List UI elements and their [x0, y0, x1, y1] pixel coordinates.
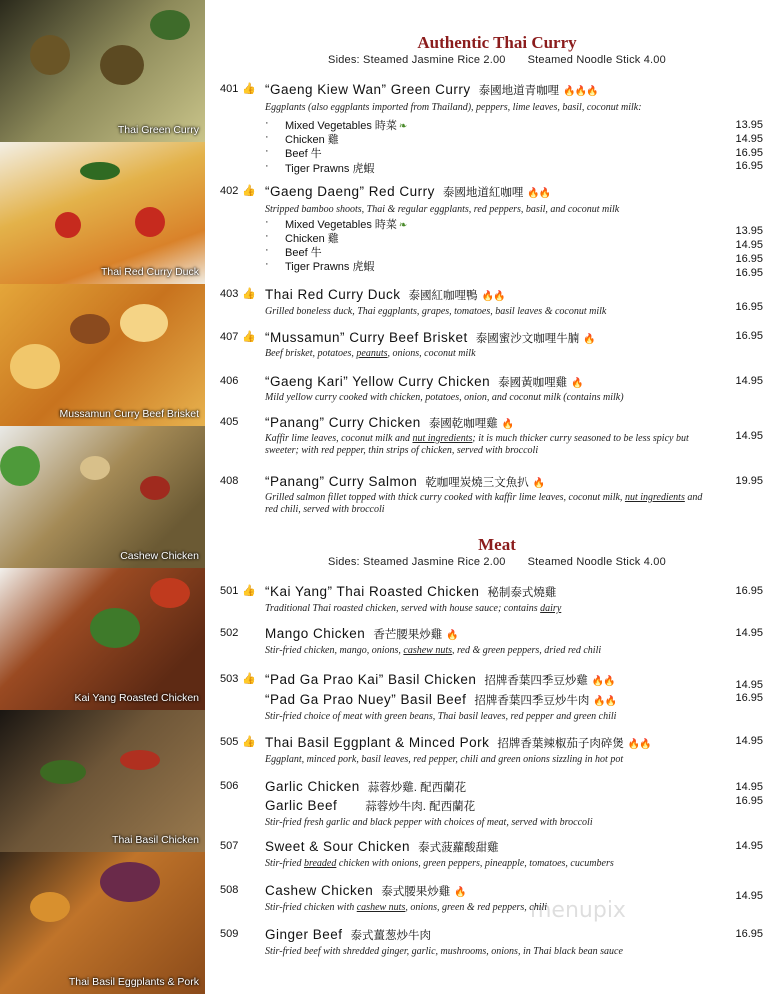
item-desc: Grilled boneless duck, Thai eggplants, grapes, tomatoes, basil leaves & coconut milk	[265, 306, 607, 317]
item-desc: Stir-fried chicken, mango, onions, cashew nuts, red & green peppers, dried red chili	[265, 645, 602, 656]
item-name: Mango Chicken	[265, 626, 366, 641]
item-name-alt: “Pad Ga Prao Nuey” Basil Beef	[265, 692, 467, 707]
item-name: “Gaeng Daeng” Red Curry	[265, 184, 435, 199]
item-name: Thai Basil Eggplant & Minced Pork	[265, 735, 490, 750]
photo-thai-basil-chicken	[0, 710, 205, 852]
item-name-alt: Garlic Beef	[265, 798, 338, 813]
item-desc: Traditional Thai roasted chicken, served with house sauce; contains dairy	[265, 603, 562, 614]
photo-thai-red-curry-duck	[0, 142, 205, 284]
chili-icon: 🔥🔥	[481, 291, 505, 302]
item-desc: Beef brisket, potatoes, peanuts, onions, coconut milk	[265, 348, 476, 359]
photo-cashew-chicken	[0, 426, 205, 568]
photo-caption: Kai Yang Roasted Chicken	[74, 692, 199, 704]
photo-caption: Mussamun Curry Beef Brisket	[59, 408, 199, 420]
item-name: “Panang” Curry Salmon	[265, 474, 418, 489]
chili-icon: 🔥	[454, 887, 466, 898]
photo-caption: Thai Basil Chicken	[112, 834, 199, 846]
item-name: “Mussamun” Curry Beef Brisket	[265, 330, 468, 345]
item-desc: Kaffir lime leaves, coconut milk and nut ingredients; it is much thicker curry seasoned to be less spicy but sweeter; with red pepper, thin strips of chicken, served with broccoli	[265, 433, 689, 456]
item-name: Cashew Chicken	[265, 883, 374, 898]
item-desc: Grilled salmon fillet topped with thick curry cooked with kaffir lime leaves, coconut milk, nut ingredients and red chili, served with broccoli	[265, 492, 703, 515]
thumbs-up-icon: 👍	[242, 584, 256, 597]
thumbs-up-icon: 👍	[242, 672, 256, 685]
chili-icon: 🔥🔥	[591, 676, 615, 687]
sides-note: Sides: Steamed Jasmine Rice 2.00 Steamed Noodle Stick 4.00	[328, 54, 666, 66]
item-desc: Stripped bamboo shoots, Thai & regular eggplants, red peppers, basil, and coconut milk	[265, 204, 620, 215]
item-name: “Kai Yang” Thai Roasted Chicken	[265, 584, 480, 599]
item-desc: Stir-fried fresh garlic and black pepper with choices of meat, served with broccoli	[265, 817, 593, 828]
photo-basil-eggplants-pork	[0, 852, 205, 994]
chili-icon: 🔥🔥🔥	[563, 86, 598, 97]
thumbs-up-icon: 👍	[242, 82, 256, 95]
photo-kai-yang	[0, 568, 205, 710]
item-desc: Eggplants (also eggplants imported from Thailand), peppers, lime leaves, basil, coconut milk:	[265, 102, 642, 113]
photo-caption: Thai Basil Eggplants & Pork	[68, 976, 199, 988]
item-name: Sweet & Sour Chicken	[265, 839, 411, 854]
chili-icon: 🔥	[532, 478, 545, 489]
chili-icon: 🔥	[501, 419, 514, 430]
sides-note: Sides: Steamed Jasmine Rice 2.00 Steamed Noodle Stick 4.00	[328, 556, 666, 568]
thumbs-up-icon: 👍	[242, 287, 256, 300]
chili-icon: 🔥🔥	[593, 696, 617, 707]
item-desc: Stir-fried choice of meat with green beans, Thai basil leaves, red pepper and green chili	[265, 711, 617, 722]
thumbs-up-icon: 👍	[242, 330, 256, 343]
item-name: “Gaeng Kiew Wan” Green Curry	[265, 82, 471, 97]
menu: Authentic Thai Curry Sides: Steamed Jasmine Rice 2.00 Steamed Noodle Stick 4.00 401 👍 “Gaeng Kiew Wan” Green Curry 泰國地道青咖哩 🔥🔥🔥 Eggplants (also eggplants imported from Thailand), peppers, lime leaves, basil, coconut milk: · Mixed Vegetables 時菜 ❧ 13.95 · Chicken 雞 14.95 · Beef 牛 16.95 · Tiger Prawns 虎蝦 16.95 402 👍 “Gaeng Daeng” Red Curry 泰國地道紅咖哩 🔥🔥 Stripped bamboo shoots, Thai & regular eggplants, red peppers, basil, and coconut milk · Mixed Vegetables 時菜 ❧ 13.95 · Chicken 雞 14.95 · Beef 牛 16.95 · Tiger Prawns 虎蝦 16.95 403 👍 Thai Red Curry Duck 泰國紅咖哩鴨 🔥🔥 Grilled boneless duck, Thai eggplants, grapes, tomatoes, basil leaves & coconut milk 16.95 407 👍 “Mussamun” Curry Beef Brisket 泰國蜜沙文咖哩牛腩 🔥 Beef brisket, potatoes, peanuts, onions, coconut milk 16.95 406 “Gaeng Kari” Yellow Curry Chicken 泰國黃咖哩雞 🔥 Mild yellow curry cooked with chicken, potatoes, onion, and coconut milk (contains milk) 14.95 405 “Panang” Curry Chicken 泰國乾咖哩雞 🔥 Kaffir lime leaves, coconut milk and nut ingredients; it is much thicker curry seasoned to be less spicy but sweeter; with red pepper, thin strips of chicken, served with broccoli 14.95 408 “Panang” Curry Salmon 乾咖哩炭燒三文魚扒 🔥 Grilled salmon fillet topped with thick curry cooked with kaffir lime leaves, coconut milk, nut ingredients and red chili, served with broccoli 19.95 Meat Sides: Steamed Jasmine Rice 2.00 Steamed Noodle Stick 4.00 501 👍 “Kai Yang” Thai Roasted Chicken 秘制泰式燒雞 Traditional Thai roasted chicken, served with house sauce; contains dairy 16.95 502 Mango Chicken 香芒腰果炒雞 🔥 Stir-fried chicken, mango, onions, cashew nuts, red & green peppers, dried red chili 14.95 503 👍 “Pad Ga Prao Kai” Basil Chicken 招牌香葉四季豆炒雞 🔥🔥 “Pad Ga Prao Nuey” Basil Beef 招牌香葉四季豆炒牛肉 🔥🔥 Stir-fried choice of meat with green beans, Thai basil leaves, red pepper and green chili 14.95 16.95 505 👍 Thai Basil Eggplant & Minced Pork 招牌香葉辣椒茄子肉碎煲 🔥🔥 Eggplant, minced pork, basil leaves, red pepper, chili and green onions sizzling in hot pot 14.95 506 Garlic Chicken 蒜蓉炒雞. 配西蘭花 Garlic Beef 蒜蓉炒牛肉. 配西蘭花 Stir-fried fresh garlic and black pepper with choices of meat, served with broccoli 14.95 16.95 507 Sweet & Sour Chicken 泰式菠蘿酸甜雞 Stir-fried breaded chicken with onions, green peppers, pineapple, tomatoes, cucumbers 14.95 508 Cashew Chicken 泰式腰果炒雞 🔥 Stir-fried chicken with cashew nuts, onions, green & red peppers, chili 14.95 509 Ginger Beef 泰式薑葱炒牛肉 Stir-fried beef with shredded ginger, garlic, mushrooms, onions, in Thai black bean sauce 16.95	[212, 0, 768, 994]
chili-icon: 🔥🔥	[627, 739, 651, 750]
item-name: Garlic Chicken	[265, 779, 360, 794]
item-desc: Stir-fried beef with shredded ginger, garlic, mushrooms, onions, in Thai black bean sauce	[265, 946, 623, 957]
item-name: “Panang” Curry Chicken	[265, 415, 421, 430]
item-desc: Eggplant, minced pork, basil leaves, red pepper, chili and green onions sizzling in hot pot	[265, 754, 624, 765]
photo-caption: Thai Red Curry Duck	[100, 266, 199, 278]
watermark: menupix	[530, 898, 626, 923]
leaf-icon: ❧	[398, 121, 408, 132]
item-desc: Stir-fried chicken with cashew nuts, onions, green & red peppers, chili	[265, 902, 548, 913]
chili-icon: 🔥🔥	[527, 188, 551, 199]
item-desc: Stir-fried breaded chicken with onions, green peppers, pineapple, tomatoes, cucumbers	[265, 858, 614, 869]
thumbs-up-icon: 👍	[242, 735, 256, 748]
item-name: Thai Red Curry Duck	[265, 287, 401, 302]
section-title-meat: Meat	[478, 535, 516, 554]
chili-icon: 🔥	[446, 630, 458, 641]
thumbs-up-icon: 👍	[242, 184, 256, 197]
item-name: “Gaeng Kari” Yellow Curry Chicken	[265, 374, 491, 389]
leaf-icon: ❧	[398, 220, 408, 231]
section-title-curry: Authentic Thai Curry	[417, 33, 577, 52]
chili-icon: 🔥	[583, 334, 595, 345]
item-name: Ginger Beef	[265, 927, 343, 942]
photo-column	[0, 0, 205, 994]
photo-caption: Thai Green Curry	[117, 124, 199, 136]
chili-icon: 🔥	[571, 378, 583, 389]
item-desc: Mild yellow curry cooked with chicken, potatoes, onion, and coconut milk (contains milk)	[265, 392, 624, 403]
photo-thai-green-curry	[0, 0, 205, 142]
photo-caption: Cashew Chicken	[120, 550, 199, 562]
photo-mussamun-curry	[0, 284, 205, 426]
item-name: “Pad Ga Prao Kai” Basil Chicken	[265, 672, 477, 687]
